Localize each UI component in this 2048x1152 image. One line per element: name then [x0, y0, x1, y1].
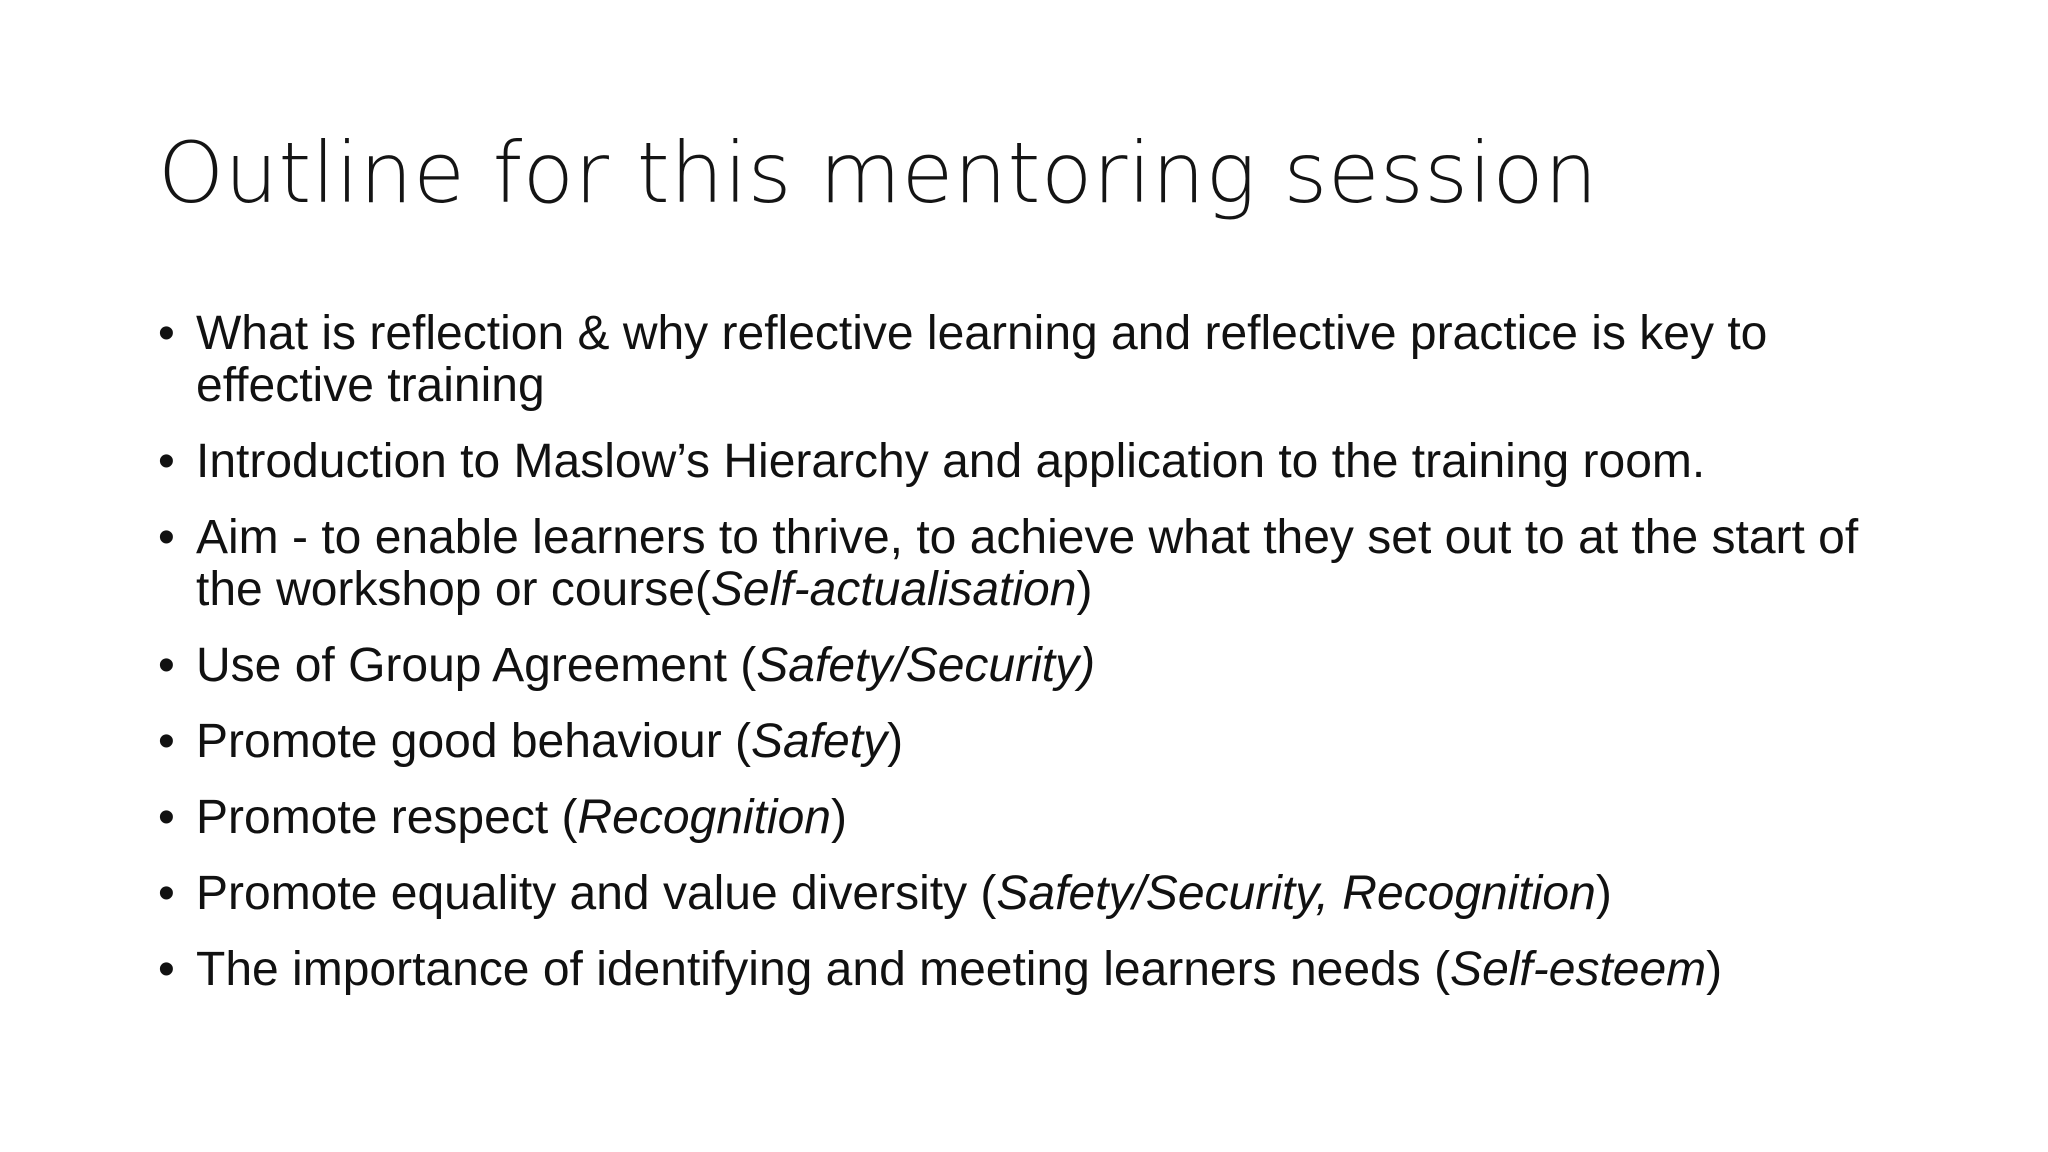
- bullet-text: Introduction to Maslow’s Hierarchy and application to the training room.: [196, 435, 1706, 488]
- bullet-dot-icon: •: [158, 307, 175, 360]
- bullet-dot-icon: •: [158, 511, 175, 564]
- bullet-item: [158, 792, 1918, 844]
- bullet-emphasis: Safety/Security): [756, 639, 1096, 692]
- bullet-emphasis: Safety: [751, 715, 888, 768]
- bullet-text: What is reflection & why reflective learning and reflective practice is key to effective training: [196, 307, 1768, 412]
- bullet-item: [158, 944, 1918, 996]
- bullet-dot-icon: •: [158, 791, 175, 844]
- bullet-text: Promote respect (: [196, 791, 578, 844]
- bullet-text: Use of Group Agreement (: [196, 639, 757, 692]
- bullet-dot-icon: •: [158, 639, 175, 692]
- bullet-list: [158, 308, 1918, 1020]
- bullet-dot-icon: •: [158, 943, 175, 996]
- bullet-text: Promote equality and value diversity (: [196, 867, 997, 920]
- bullet-text: Aim - to enable learners to thrive, to achieve what they set out to at the start of the workshop or course(: [196, 511, 1859, 616]
- bullet-suffix: ): [830, 791, 847, 844]
- bullet-emphasis: Recognition: [577, 791, 831, 844]
- bullet-item: [158, 308, 1918, 412]
- bullet-item: [158, 512, 1918, 616]
- bullet-item: [158, 436, 1918, 488]
- bullet-dot-icon: •: [158, 867, 175, 920]
- bullet-emphasis: Self-esteem: [1450, 943, 1707, 996]
- bullet-emphasis: Self-actualisation: [710, 563, 1077, 616]
- bullet-item: [158, 640, 1918, 692]
- bullet-text: The importance of identifying and meeting learners needs (: [196, 943, 1451, 996]
- bullet-suffix: ): [887, 715, 904, 768]
- bullet-emphasis: Safety/Security, Recognition: [996, 867, 1596, 920]
- bullet-dot-icon: •: [158, 435, 175, 488]
- bullet-item: [158, 868, 1918, 920]
- bullet-suffix: ): [1076, 563, 1093, 616]
- bullet-suffix: ): [1595, 867, 1612, 920]
- bullet-text: Promote good behaviour (: [196, 715, 751, 768]
- bullet-suffix: ): [1706, 943, 1723, 996]
- bullet-item: [158, 716, 1918, 768]
- bullet-dot-icon: •: [158, 715, 175, 768]
- slide-title: Outline for this mentoring session: [158, 124, 1598, 222]
